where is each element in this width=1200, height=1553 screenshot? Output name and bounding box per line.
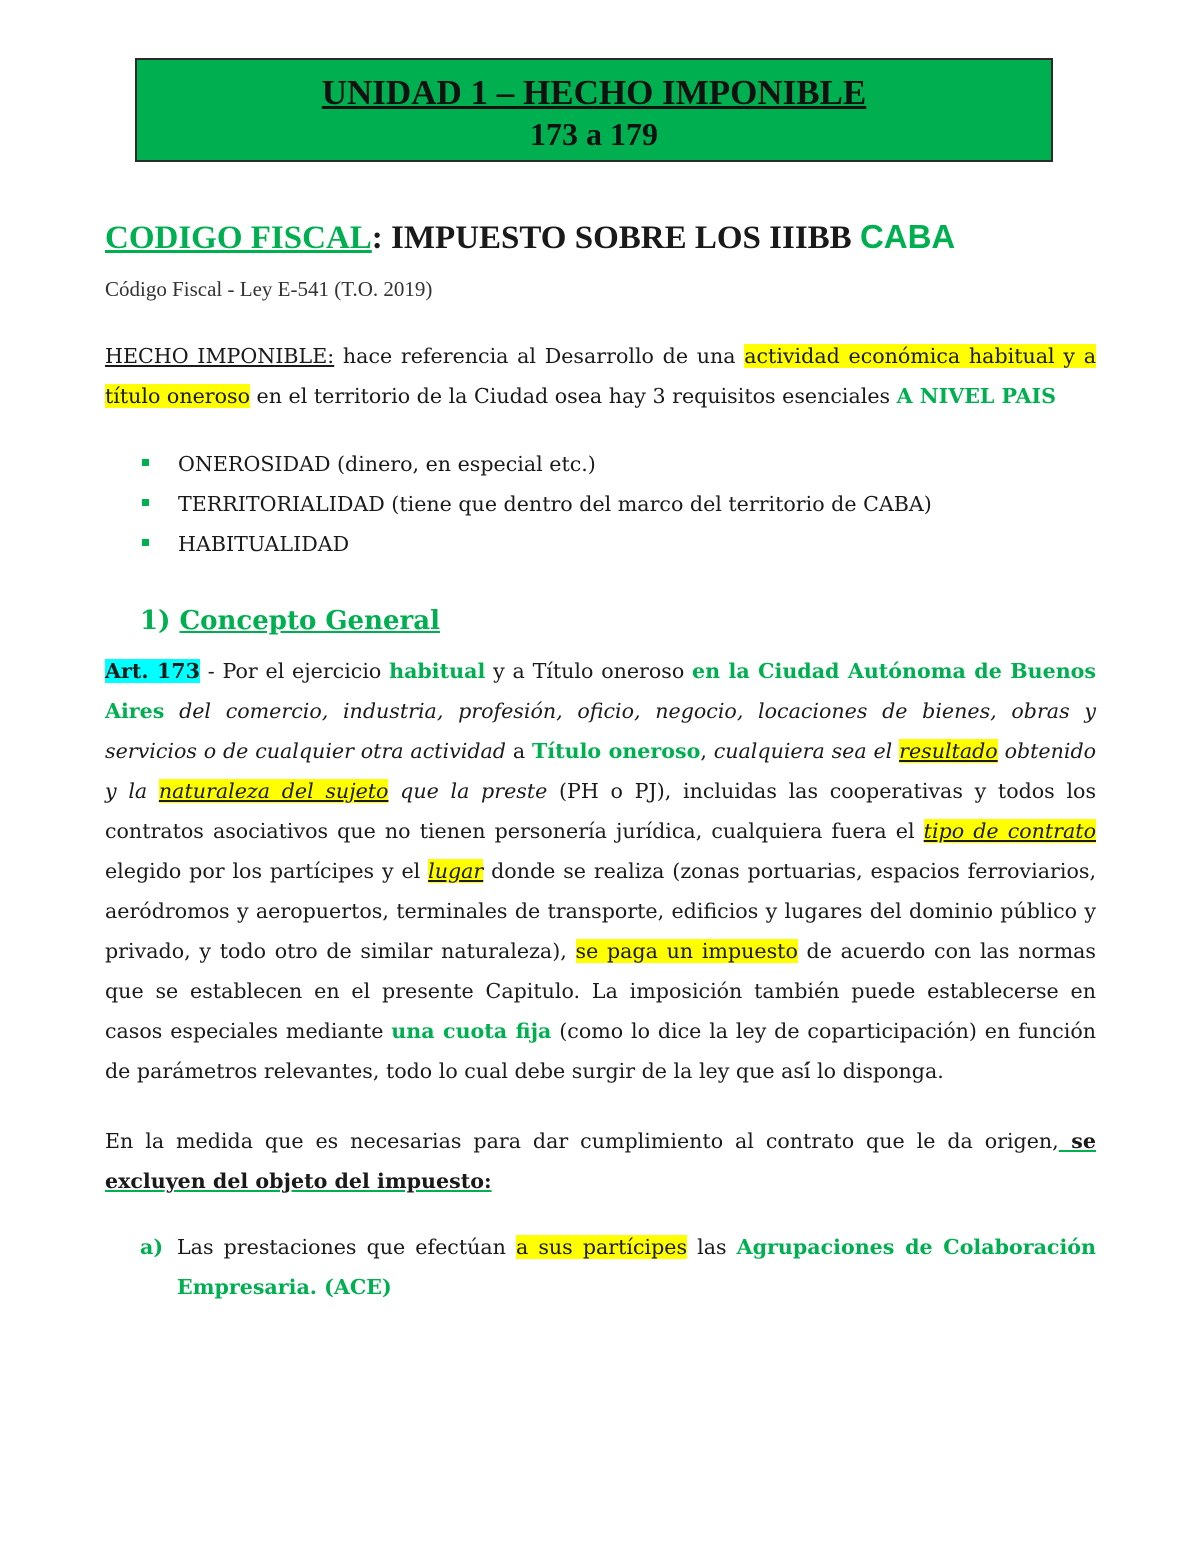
highlight-tipo-contrato: tipo de contrato <box>923 819 1096 843</box>
impuesto-label: IMPUESTO SOBRE LOS IIIBB <box>382 220 860 256</box>
exclusion-heading: se excluyen del objeto del impuesto: <box>105 1129 1096 1193</box>
article-label: Art. 173 <box>105 659 200 683</box>
section-heading: CODIGO FISCAL: IMPUESTO SOBRE LOS IIIBB CABA <box>105 218 956 256</box>
cuota-fija: una cuota fija <box>391 1019 552 1043</box>
hecho-imponible-paragraph: HECHO IMPONIBLE: hace referencia al Desarrollo de una actividad económica habitual y a título oneroso en el territorio de la Ciudad osea hay 3 requisitos esenciales A NIVEL PAIS <box>105 344 1096 408</box>
unit-title-box <box>135 58 1053 162</box>
codigo-fiscal-label: CODIGO FISCAL <box>105 220 372 256</box>
item-marker: a) <box>140 1235 164 1259</box>
unit-title: UNIDAD 1 – HECHO IMPONIBLE <box>321 73 867 112</box>
nivel-pais: A NIVEL PAIS <box>896 384 1057 408</box>
bullet-icon <box>142 459 149 466</box>
article-173-paragraph: Art. 173 - Por el ejercicio habitual y a Título oneroso en la Ciudad Autónoma de Buenos Aires del comercio, industria, profesión, oficio, negocio, locaciones de bienes, obras y servicios o de cualquier otra actividad a Título oneroso, cualquiera sea el resultado obtenido y la naturaleza del sujeto que la preste (PH o PJ), incluidas las cooperativas y todos los contratos asociativos que no tienen personería jurídica, cualquiera fuera el tipo de contrato elegido por los partícipes y el lugar donde se realiza (zonas portuarias, espacios ferroviarios, aeródromos y aeropuertos, terminales de transporte, edificios y lugares del dominio público y privado, y todo otro de similar naturaleza), se paga un impuesto de acuerdo con las normas que se establecen en el presente Capitulo. La imposición también puede establecerse en casos especiales mediante una cuota fija (como lo dice la ley de coparticipación) en función de parámetros relevantes, todo lo cual debe surgir de la ley que así́ lo disponga. <box>105 659 1097 1083</box>
highlight-naturaleza: naturaleza del sujeto <box>158 779 389 803</box>
list-item: HABITUALIDAD <box>140 524 932 564</box>
law-reference: Código Fiscal - Ley E-541 (T.O. 2019) <box>105 277 433 301</box>
exclusion-paragraph: En la medida que es necesarias para dar cumplimiento al contrato que le da origen, se excluyen del objeto del impuesto: <box>105 1129 1096 1193</box>
bullet-icon <box>142 499 149 506</box>
highlight-participes: a sus partícipes <box>515 1235 688 1259</box>
highlight-impuesto: se paga un impuesto <box>575 939 798 963</box>
highlight-actividad: actividad económica habitual y a título oneroso <box>105 344 1096 408</box>
concepto-general-heading: 1) Concepto General <box>140 606 440 636</box>
unit-articles-range: 173 a 179 <box>530 116 658 152</box>
highlight-resultado: resultado <box>899 739 998 763</box>
list-item: ONEROSIDAD (dinero, en especial etc.) <box>140 444 932 484</box>
caba-label: CABA <box>859 218 956 255</box>
requisitos-list <box>140 444 932 564</box>
exclusion-item-a: a) Las prestaciones que efectúan a sus partícipes las Agrupaciones de Colaboración Empresaria. (ACE) <box>140 1227 1096 1307</box>
highlight-lugar: lugar <box>428 859 484 883</box>
hecho-imponible-label: HECHO IMPONIBLE: <box>105 344 335 368</box>
list-item: TERRITORIALIDAD (tiene que dentro del marco del territorio de CABA) <box>140 484 932 524</box>
ace-label: Agrupaciones de Colaboración Empresaria. (ACE) <box>177 1235 1096 1299</box>
bullet-icon <box>142 539 149 546</box>
